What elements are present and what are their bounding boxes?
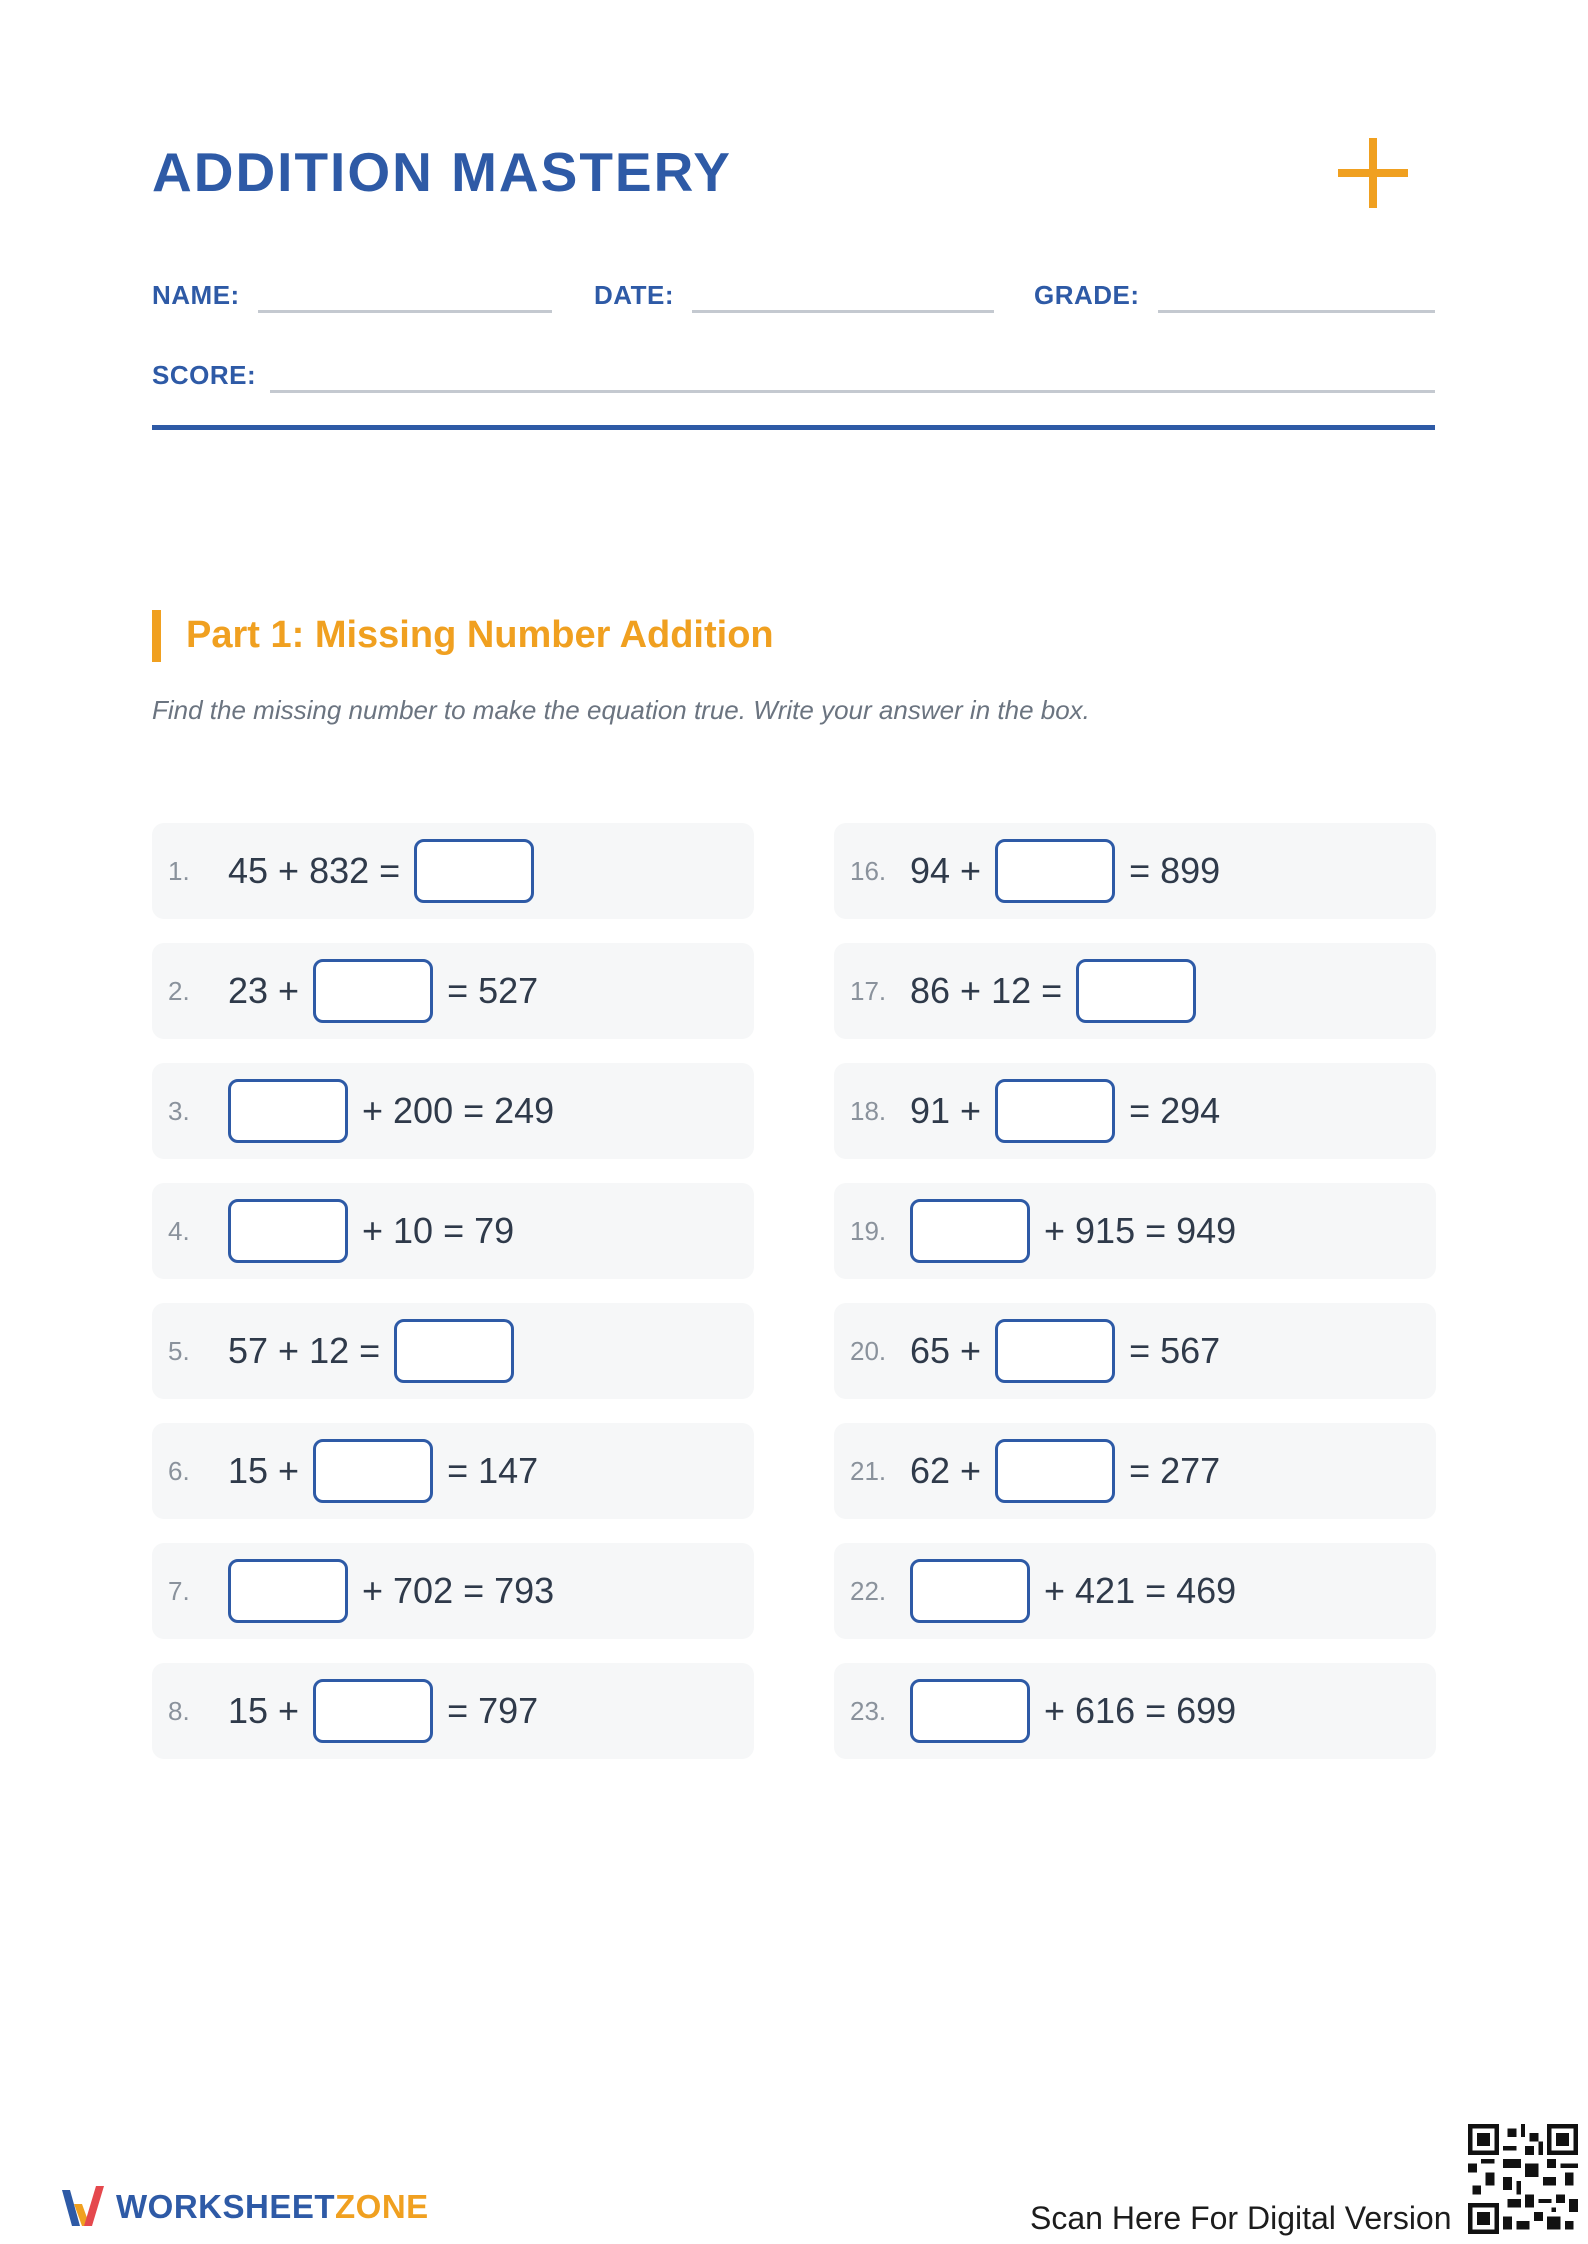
- score-line[interactable]: [270, 390, 1435, 393]
- equation-left-part: 45 + 832 =: [228, 850, 401, 891]
- answer-box[interactable]: [313, 1679, 433, 1743]
- problem-equation: [910, 959, 1196, 1023]
- answer-box[interactable]: [228, 1199, 348, 1263]
- equation-right-part: + 702 = 793: [362, 1570, 555, 1611]
- problem-row: [152, 823, 754, 919]
- problem-row: [834, 1423, 1436, 1519]
- problem-number: 22.: [850, 1575, 887, 1606]
- problem-number: 8.: [168, 1695, 190, 1726]
- worksheetzone-logo: [60, 2182, 429, 2232]
- problem-number: 23.: [850, 1695, 887, 1726]
- section-instructions: Find the missing number to make the equation true. Write your answer in the box.: [152, 695, 1090, 725]
- name-line[interactable]: [258, 310, 552, 313]
- problem-row: [834, 1543, 1436, 1639]
- equation-left-part: 65 +: [910, 1330, 982, 1371]
- problem-row: [834, 1663, 1436, 1759]
- equation-left-part: 15 +: [228, 1690, 300, 1731]
- logo-text-worksheet: WORKSHEET: [116, 2188, 335, 2225]
- problem-equation: [228, 1439, 538, 1503]
- problem-number: 18.: [850, 1095, 887, 1126]
- problem-equation: [228, 1199, 514, 1263]
- problem-equation: [910, 839, 1220, 903]
- problem-equation: [910, 1079, 1220, 1143]
- answer-box[interactable]: [995, 839, 1115, 903]
- equation-right-part: + 421 = 469: [1044, 1570, 1237, 1611]
- equation-right-part: = 899: [1129, 850, 1221, 891]
- equation-right-part: = 797: [447, 1690, 539, 1731]
- problem-row: [152, 1543, 754, 1639]
- answer-box[interactable]: [910, 1679, 1030, 1743]
- problem-equation: [910, 1559, 1236, 1623]
- answer-box[interactable]: [910, 1559, 1030, 1623]
- equation-right-part: + 915 = 949: [1044, 1210, 1237, 1251]
- problem-equation: [228, 839, 534, 903]
- answer-box[interactable]: [313, 1439, 433, 1503]
- problem-number: 7.: [168, 1575, 190, 1606]
- problem-column-left: [152, 823, 754, 1783]
- header-divider: [152, 425, 1435, 430]
- problem-row: [834, 1063, 1436, 1159]
- equation-left-part: 23 +: [228, 970, 300, 1011]
- equation-right-part: = 527: [447, 970, 539, 1011]
- scan-caption: Scan Here For Digital Version: [1030, 2200, 1452, 2236]
- problem-equation: [228, 1559, 554, 1623]
- problem-row: [834, 1303, 1436, 1399]
- equation-left-part: 62 +: [910, 1450, 982, 1491]
- answer-box[interactable]: [394, 1319, 514, 1383]
- grade-label: GRADE:: [1034, 280, 1140, 310]
- problem-number: 4.: [168, 1215, 190, 1246]
- problem-number: 19.: [850, 1215, 887, 1246]
- equation-right-part: = 277: [1129, 1450, 1221, 1491]
- answer-box[interactable]: [313, 959, 433, 1023]
- answer-box[interactable]: [995, 1439, 1115, 1503]
- answer-box[interactable]: [414, 839, 534, 903]
- logo-w-icon: [60, 2182, 106, 2232]
- equation-right-part: = 147: [447, 1450, 539, 1491]
- equation-left-part: 91 +: [910, 1090, 982, 1131]
- equation-right-part: = 294: [1129, 1090, 1221, 1131]
- problem-row: [834, 823, 1436, 919]
- problem-equation: [910, 1319, 1220, 1383]
- answer-box[interactable]: [995, 1079, 1115, 1143]
- problem-equation: [910, 1439, 1220, 1503]
- equation-right-part: = 567: [1129, 1330, 1221, 1371]
- problem-equation: [228, 1679, 538, 1743]
- problem-number: 21.: [850, 1455, 887, 1486]
- section-accent-bar: [152, 610, 161, 662]
- equation-left-part: 86 + 12 =: [910, 970, 1063, 1011]
- logo-text-zone: ZONE: [335, 2188, 429, 2225]
- problem-number: 16.: [850, 855, 887, 886]
- answer-box[interactable]: [228, 1079, 348, 1143]
- answer-box[interactable]: [910, 1199, 1030, 1263]
- equation-right-part: + 10 = 79: [362, 1210, 515, 1251]
- problem-number: 3.: [168, 1095, 190, 1126]
- equation-left-part: 94 +: [910, 850, 982, 891]
- problem-number: 1.: [168, 855, 190, 886]
- date-line[interactable]: [692, 310, 994, 313]
- problem-row: [152, 1663, 754, 1759]
- page-title: ADDITION MASTERY: [152, 141, 732, 203]
- score-label: SCORE:: [152, 360, 257, 390]
- grade-line[interactable]: [1158, 310, 1435, 313]
- problem-number: 2.: [168, 975, 190, 1006]
- problem-row: [152, 943, 754, 1039]
- problem-equation: [910, 1199, 1236, 1263]
- problem-row: [152, 1303, 754, 1399]
- problem-number: 17.: [850, 975, 887, 1006]
- problem-equation: [910, 1679, 1236, 1743]
- equation-left-part: 15 +: [228, 1450, 300, 1491]
- problem-row: [834, 1183, 1436, 1279]
- section-title: Part 1: Missing Number Addition: [186, 614, 774, 656]
- problem-equation: [228, 1079, 554, 1143]
- problem-row: [152, 1423, 754, 1519]
- problem-equation: [228, 1319, 514, 1383]
- equation-left-part: 57 + 12 =: [228, 1330, 381, 1371]
- problem-row: [152, 1183, 754, 1279]
- problem-row: [152, 1063, 754, 1159]
- problem-number: 5.: [168, 1335, 190, 1366]
- problem-equation: [228, 959, 538, 1023]
- answer-box[interactable]: [1076, 959, 1196, 1023]
- date-label: DATE:: [594, 280, 675, 310]
- problem-number: 6.: [168, 1455, 190, 1486]
- equation-right-part: + 200 = 249: [362, 1090, 555, 1131]
- problem-row: [834, 943, 1436, 1039]
- problem-column-right: [834, 823, 1436, 1783]
- plus-icon: [1338, 138, 1408, 208]
- answer-box[interactable]: [995, 1319, 1115, 1383]
- name-label: NAME:: [152, 280, 240, 310]
- equation-right-part: + 616 = 699: [1044, 1690, 1237, 1731]
- problem-number: 20.: [850, 1335, 887, 1366]
- answer-box[interactable]: [228, 1559, 348, 1623]
- qr-code-icon[interactable]: [1468, 2124, 1578, 2234]
